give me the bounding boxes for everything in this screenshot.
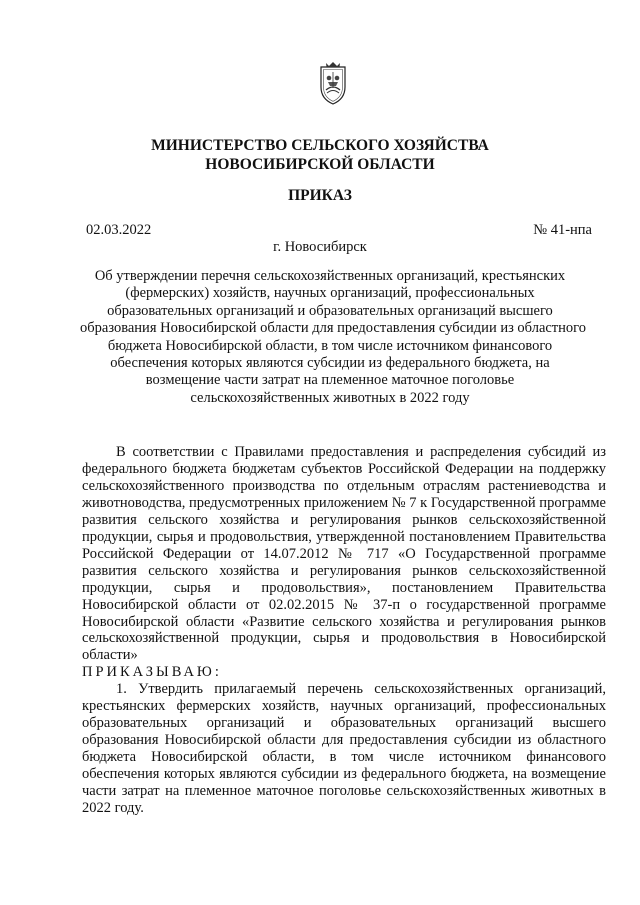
ministry-name — [0, 136, 640, 174]
subject-line: обеспечения которых являются субсидии из федерального бюджета, на — [110, 355, 550, 372]
subject-line: бюджета Новосибирской области, в том числе источником финансового — [107, 337, 553, 354]
document-type: ПРИКАЗ — [288, 187, 352, 204]
subject-line: возмещение части затрат на племенное маточное поголовье — [145, 372, 515, 389]
document-subject — [80, 268, 586, 407]
subject-line: сельскохозяйственных животных в 2022 году — [190, 389, 470, 406]
subject-line: образования Новосибирской области для предоставления субсидии из областного — [80, 320, 586, 337]
decree-word: ПРИКАЗЫВАЮ: — [82, 664, 222, 681]
coat-of-arms-icon — [316, 60, 350, 106]
ministry-line-2: НОВОСИБИРСКОЙ ОБЛАСТИ — [205, 156, 435, 173]
document-number: № 41-нпа — [533, 222, 592, 238]
document-date: 02.03.2022 — [86, 222, 152, 238]
subject-line: образовательных организаций и образовательных организаций высшего — [107, 302, 553, 319]
subject-line: (фермерских) хозяйств, научных организаций, профессиональных — [125, 285, 535, 302]
preamble-paragraph: В соответствии с Правилами предоставления и распределения субсидий из федерального бюджета бюджетам субъектов Российской Федерации на поддержку сельскохозяйственного производства по отдельным отраслям растениеводства и животноводства, предусмотренных приложением № 7 к Государственной программе развития сельского хозяйства и регулирования рынков сельскохозяйственной продукции, сырья и продовольствия, утвержденной постановлением Правительства Российской Федерации от 14.07.2012 № 717 «О Государственной программе развития сельского хозяйства и регулирования рынков сельскохозяйственной продукции, сырья и продовольствия», постановлением Правительства Новосибирской области от 02.02.2015 № 37-п о государственной программе Новосибирской области «Развитие сельского хозяйства и регулирования рынков сельскохозяйственной продукции, сырья и продовольствия в Новосибирской области» — [82, 444, 606, 664]
ministry-line-1: МИНИСТЕРСТВО СЕЛЬСКОГО ХОЗЯЙСТВА — [151, 137, 489, 154]
document-city: г. Новосибирск — [273, 239, 367, 255]
subject-line: Об утверждении перечня сельскохозяйственных организаций, крестьянских — [94, 268, 566, 284]
document-body — [82, 444, 606, 817]
item-1-paragraph: 1. Утвердить прилагаемый перечень сельскохозяйственных организаций, крестьянских фермерских хозяйств, научных организаций, профессиональных образовательных организаций и образовательных организаций высшего образования Новосибирской области для предоставления субсидии из областного бюджета Новосибирской области, в том числе источником финансового обеспечения которых являются субсидии из федерального бюджета, на возмещение части затрат на племенное маточное поголовье сельскохозяйственных животных в 2022 году. — [82, 681, 606, 817]
